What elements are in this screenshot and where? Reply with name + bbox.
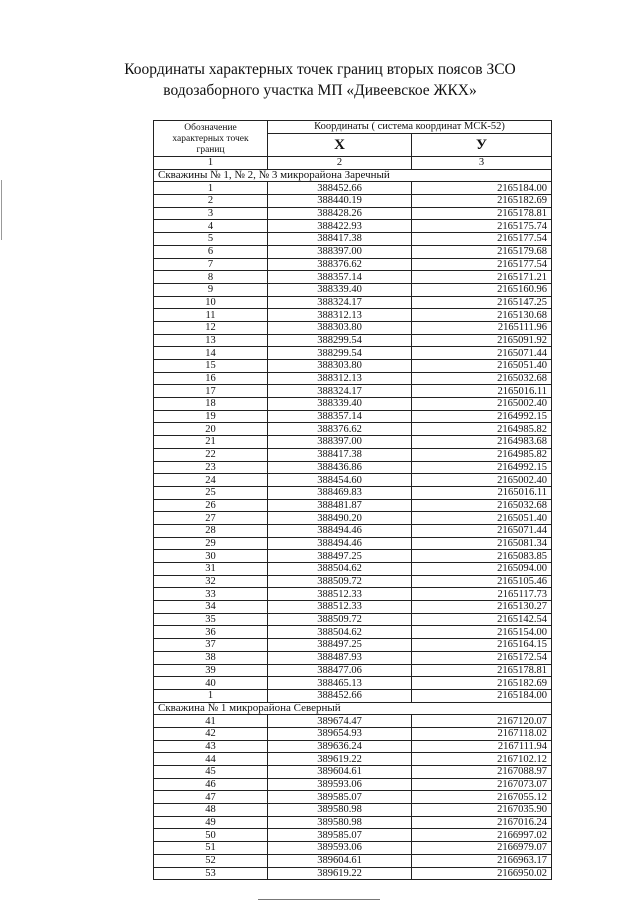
x-coordinate: 388436.86 (268, 461, 412, 474)
point-number: 39 (154, 664, 268, 677)
x-coordinate: 388299.54 (268, 334, 412, 347)
x-coordinate: 388452.66 (268, 689, 412, 702)
y-coordinate: 2165002.40 (412, 398, 552, 411)
table-row (154, 283, 552, 296)
point-number: 47 (154, 791, 268, 804)
x-coordinate: 388303.80 (268, 360, 412, 373)
x-coordinate: 388494.46 (268, 524, 412, 537)
x-coordinate: 389636.24 (268, 740, 412, 753)
y-coordinate: 2165117.73 (412, 588, 552, 601)
y-coordinate: 2165105.46 (412, 575, 552, 588)
y-coordinate: 2165175.74 (412, 220, 552, 233)
x-coordinate: 388417.38 (268, 233, 412, 246)
x-coordinate: 388312.13 (268, 372, 412, 385)
point-number: 36 (154, 626, 268, 639)
point-number: 7 (154, 258, 268, 271)
y-coordinate: 2165130.68 (412, 309, 552, 322)
x-coordinate: 389604.61 (268, 766, 412, 779)
coordinates-table (153, 120, 552, 880)
point-number: 14 (154, 347, 268, 360)
table-row (154, 410, 552, 423)
title-line-2: водозаборного участка МП «Дивеевское ЖКХ» (163, 82, 477, 99)
table-row (154, 727, 552, 740)
table-row (154, 385, 552, 398)
y-coordinate: 2165071.44 (412, 524, 552, 537)
y-coordinate: 2165182.69 (412, 677, 552, 690)
x-coordinate: 388397.00 (268, 436, 412, 449)
point-number: 41 (154, 715, 268, 728)
x-coordinate: 388477.06 (268, 664, 412, 677)
point-number: 6 (154, 245, 268, 258)
table-row (154, 664, 552, 677)
point-number: 51 (154, 842, 268, 855)
table-row (154, 207, 552, 220)
header-x: Х (268, 133, 412, 156)
point-number: 43 (154, 740, 268, 753)
x-coordinate: 388376.62 (268, 423, 412, 436)
point-number: 3 (154, 207, 268, 220)
table-row (154, 626, 552, 639)
header-y: У (412, 133, 552, 156)
y-coordinate: 2165184.00 (412, 182, 552, 195)
x-coordinate: 389619.22 (268, 867, 412, 880)
x-coordinate: 388469.83 (268, 486, 412, 499)
y-coordinate: 2166997.02 (412, 829, 552, 842)
x-coordinate: 389604.61 (268, 854, 412, 867)
y-coordinate: 2165083.85 (412, 550, 552, 563)
x-coordinate: 389593.06 (268, 778, 412, 791)
table-row (154, 347, 552, 360)
point-number: 53 (154, 867, 268, 880)
point-number: 32 (154, 575, 268, 588)
point-number: 1 (154, 689, 268, 702)
x-coordinate: 388481.87 (268, 499, 412, 512)
point-number: 22 (154, 448, 268, 461)
table-row (154, 563, 552, 576)
point-number: 15 (154, 360, 268, 373)
y-coordinate: 2165178.81 (412, 207, 552, 220)
table-row (154, 321, 552, 334)
point-number: 10 (154, 296, 268, 309)
table-row (154, 258, 552, 271)
y-coordinate: 2165179.68 (412, 245, 552, 258)
table-row (154, 575, 552, 588)
y-coordinate: 2166950.02 (412, 867, 552, 880)
point-number: 44 (154, 753, 268, 766)
x-coordinate: 389580.98 (268, 816, 412, 829)
y-coordinate: 2167073.07 (412, 778, 552, 791)
y-coordinate: 2165081.34 (412, 537, 552, 550)
x-coordinate: 388324.17 (268, 385, 412, 398)
point-number: 46 (154, 778, 268, 791)
y-coordinate: 2166963.17 (412, 854, 552, 867)
point-number: 30 (154, 550, 268, 563)
point-number: 27 (154, 512, 268, 525)
header-point-name: Обозначение характерных точек границ (154, 121, 268, 157)
point-number: 50 (154, 829, 268, 842)
y-coordinate: 2167088.97 (412, 766, 552, 779)
point-number: 21 (154, 436, 268, 449)
y-coordinate: 2165160.96 (412, 283, 552, 296)
y-coordinate: 2165032.68 (412, 372, 552, 385)
table-row (154, 842, 552, 855)
x-coordinate: 388428.26 (268, 207, 412, 220)
y-coordinate: 2165142.54 (412, 613, 552, 626)
table-row (154, 588, 552, 601)
table-row (154, 816, 552, 829)
x-coordinate: 388504.62 (268, 563, 412, 576)
x-coordinate: 389585.07 (268, 829, 412, 842)
x-coordinate: 389619.22 (268, 753, 412, 766)
point-number: 52 (154, 854, 268, 867)
point-number: 11 (154, 309, 268, 322)
y-coordinate: 2165071.44 (412, 347, 552, 360)
point-number: 34 (154, 601, 268, 614)
table-row (154, 486, 552, 499)
table-row (154, 334, 552, 347)
table-row (154, 195, 552, 208)
table-row (154, 512, 552, 525)
x-coordinate: 389593.06 (268, 842, 412, 855)
table-row (154, 271, 552, 284)
table-row (154, 423, 552, 436)
x-coordinate: 389654.93 (268, 727, 412, 740)
table-row (154, 220, 552, 233)
section-header-row (154, 169, 552, 182)
point-number: 2 (154, 195, 268, 208)
table-row (154, 753, 552, 766)
header-row (154, 121, 552, 134)
x-coordinate: 388497.25 (268, 639, 412, 652)
table-row (154, 182, 552, 195)
bottom-rule (258, 899, 380, 900)
point-number: 42 (154, 727, 268, 740)
table-row (154, 537, 552, 550)
y-coordinate: 2165177.54 (412, 233, 552, 246)
point-number: 45 (154, 766, 268, 779)
x-coordinate: 388339.40 (268, 398, 412, 411)
point-number: 31 (154, 563, 268, 576)
x-coordinate: 388454.60 (268, 474, 412, 487)
point-number: 16 (154, 372, 268, 385)
x-coordinate: 388357.14 (268, 410, 412, 423)
x-coordinate: 388512.33 (268, 601, 412, 614)
point-number: 40 (154, 677, 268, 690)
y-coordinate: 2165002.40 (412, 474, 552, 487)
x-coordinate: 388509.72 (268, 575, 412, 588)
point-number: 48 (154, 804, 268, 817)
point-number: 1 (154, 182, 268, 195)
y-coordinate: 2165016.11 (412, 486, 552, 499)
y-coordinate: 2165184.00 (412, 689, 552, 702)
table-row (154, 499, 552, 512)
table-row (154, 791, 552, 804)
section-title: Скважины № 1, № 2, № 3 микрорайона Заречный (154, 169, 552, 182)
column-number-3: 3 (412, 157, 552, 170)
y-coordinate: 2164992.15 (412, 461, 552, 474)
x-coordinate: 388440.19 (268, 195, 412, 208)
point-number: 23 (154, 461, 268, 474)
point-number: 17 (154, 385, 268, 398)
table-row (154, 677, 552, 690)
point-number: 8 (154, 271, 268, 284)
table-row (154, 360, 552, 373)
y-coordinate: 2165171.21 (412, 271, 552, 284)
x-coordinate: 389674.47 (268, 715, 412, 728)
y-coordinate: 2165164.15 (412, 639, 552, 652)
section-title: Скважина № 1 микрорайона Северный (154, 702, 552, 715)
table-row (154, 436, 552, 449)
table-row (154, 233, 552, 246)
point-number: 25 (154, 486, 268, 499)
table-row (154, 372, 552, 385)
y-coordinate: 2164985.82 (412, 423, 552, 436)
table-row (154, 854, 552, 867)
table-row (154, 740, 552, 753)
point-number: 19 (154, 410, 268, 423)
x-coordinate: 388465.13 (268, 677, 412, 690)
table-row (154, 651, 552, 664)
point-number: 28 (154, 524, 268, 537)
section-header-row (154, 702, 552, 715)
x-coordinate: 388397.00 (268, 245, 412, 258)
y-coordinate: 2165154.00 (412, 626, 552, 639)
y-coordinate: 2165016.11 (412, 385, 552, 398)
point-number: 5 (154, 233, 268, 246)
point-number: 33 (154, 588, 268, 601)
table-row (154, 309, 552, 322)
y-coordinate: 2167111.94 (412, 740, 552, 753)
point-number: 24 (154, 474, 268, 487)
point-number: 18 (154, 398, 268, 411)
table-row (154, 398, 552, 411)
table-row (154, 601, 552, 614)
table-row (154, 474, 552, 487)
y-coordinate: 2165051.40 (412, 360, 552, 373)
document-title (0, 59, 640, 101)
point-number: 37 (154, 639, 268, 652)
table-row (154, 715, 552, 728)
table-row (154, 524, 552, 537)
x-coordinate: 388376.62 (268, 258, 412, 271)
table-row (154, 639, 552, 652)
y-coordinate: 2165051.40 (412, 512, 552, 525)
y-coordinate: 2167016.24 (412, 816, 552, 829)
y-coordinate: 2167120.07 (412, 715, 552, 728)
y-coordinate: 2167055.12 (412, 791, 552, 804)
point-number: 20 (154, 423, 268, 436)
x-coordinate: 388422.93 (268, 220, 412, 233)
x-coordinate: 388512.33 (268, 588, 412, 601)
y-coordinate: 2165130.27 (412, 601, 552, 614)
scan-margin-mark (1, 180, 2, 240)
y-coordinate: 2165178.81 (412, 664, 552, 677)
point-number: 26 (154, 499, 268, 512)
table-row (154, 550, 552, 563)
y-coordinate: 2167035.90 (412, 804, 552, 817)
table-row (154, 296, 552, 309)
x-coordinate: 388497.25 (268, 550, 412, 563)
x-coordinate: 388417.38 (268, 448, 412, 461)
x-coordinate: 388504.62 (268, 626, 412, 639)
x-coordinate: 389580.98 (268, 804, 412, 817)
y-coordinate: 2164992.15 (412, 410, 552, 423)
title-line-1: Координаты характерных точек границ вторых поясов ЗСО (124, 61, 516, 78)
column-number-1: 1 (154, 157, 268, 170)
table-row (154, 867, 552, 880)
point-number: 38 (154, 651, 268, 664)
y-coordinate: 2165147.25 (412, 296, 552, 309)
x-coordinate: 388339.40 (268, 283, 412, 296)
y-coordinate: 2164985.82 (412, 448, 552, 461)
x-coordinate: 388357.14 (268, 271, 412, 284)
y-coordinate: 2165091.92 (412, 334, 552, 347)
x-coordinate: 388299.54 (268, 347, 412, 360)
table-row (154, 245, 552, 258)
point-number: 13 (154, 334, 268, 347)
y-coordinate: 2164983.68 (412, 436, 552, 449)
table-row (154, 778, 552, 791)
x-coordinate: 388494.46 (268, 537, 412, 550)
point-number: 35 (154, 613, 268, 626)
table-row (154, 829, 552, 842)
y-coordinate: 2165172.54 (412, 651, 552, 664)
y-coordinate: 2165094.00 (412, 563, 552, 576)
point-number: 9 (154, 283, 268, 296)
point-number: 12 (154, 321, 268, 334)
column-number-2: 2 (268, 157, 412, 170)
y-coordinate: 2165182.69 (412, 195, 552, 208)
table-row (154, 689, 552, 702)
table-row (154, 766, 552, 779)
y-coordinate: 2166979.07 (412, 842, 552, 855)
x-coordinate: 388487.93 (268, 651, 412, 664)
point-number: 49 (154, 816, 268, 829)
table-row (154, 613, 552, 626)
table-row (154, 804, 552, 817)
x-coordinate: 389585.07 (268, 791, 412, 804)
y-coordinate: 2167102.12 (412, 753, 552, 766)
x-coordinate: 388490.20 (268, 512, 412, 525)
point-number: 29 (154, 537, 268, 550)
x-coordinate: 388452.66 (268, 182, 412, 195)
x-coordinate: 388312.13 (268, 309, 412, 322)
table-row (154, 448, 552, 461)
x-coordinate: 388324.17 (268, 296, 412, 309)
y-coordinate: 2167118.02 (412, 727, 552, 740)
header-coordinates: Координаты ( система координат МСК-52) (268, 121, 552, 134)
x-coordinate: 388303.80 (268, 321, 412, 334)
y-coordinate: 2165177.54 (412, 258, 552, 271)
table-row (154, 461, 552, 474)
column-numbers-row (154, 157, 552, 170)
y-coordinate: 2165111.96 (412, 321, 552, 334)
y-coordinate: 2165032.68 (412, 499, 552, 512)
point-number: 4 (154, 220, 268, 233)
x-coordinate: 388509.72 (268, 613, 412, 626)
